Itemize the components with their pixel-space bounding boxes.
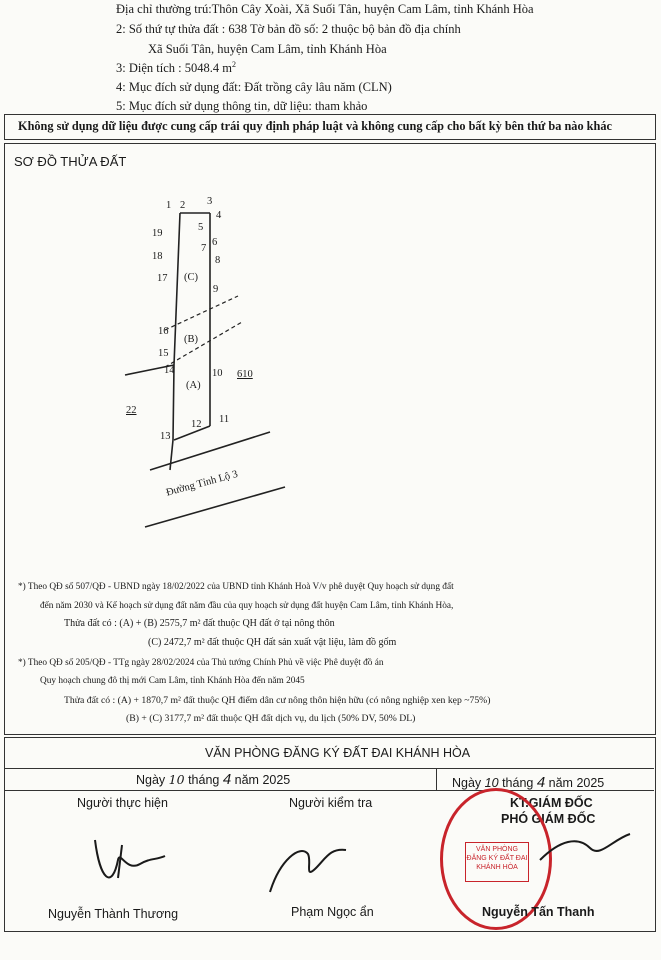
handwritten-signatures bbox=[0, 800, 661, 910]
role-performer: Người thực hiện bbox=[77, 796, 168, 810]
zone-c-label: (C) bbox=[184, 272, 198, 283]
point-label: 13 bbox=[160, 431, 171, 442]
point-label: 5 bbox=[198, 222, 204, 233]
point-label: 15 bbox=[158, 348, 169, 359]
role-checker: Người kiểm tra bbox=[289, 796, 373, 810]
checker-name: Phạm Ngọc ẩn bbox=[291, 905, 374, 919]
point-label: 6 bbox=[212, 237, 218, 248]
role-director: KT.GIÁM ĐỐC bbox=[510, 796, 593, 810]
commune-line: Xã Suối Tân, huyện Cam Lâm, tỉnh Khánh Hòa bbox=[148, 42, 387, 56]
point-label: 14 bbox=[164, 365, 175, 376]
point-label: 9 bbox=[213, 284, 219, 295]
divider bbox=[4, 768, 654, 769]
point-label: 1 bbox=[166, 200, 172, 211]
date-right: Ngày 10 tháng 4 năm 2025 bbox=[452, 774, 605, 791]
performer-name: Nguyễn Thành Thương bbox=[48, 907, 179, 921]
area-line: 3: Diện tích : 5048.4 $m^2$ bbox=[116, 60, 236, 76]
zone-b-label: (B) bbox=[184, 334, 198, 345]
office-name: VĂN PHÒNG ĐĂNG KÝ ĐẤT ĐAI KHÁNH HÒA bbox=[205, 746, 471, 760]
note1-line2: đến năm 2030 và Kế hoạch sử dụng đất năm đầu của quy hoạch sử dụng đất huyện Cam Lâm, tỉnh Khánh Hòa, bbox=[40, 601, 454, 611]
point-label: 10 bbox=[212, 368, 223, 379]
note2-line1: *) Theo QĐ số 205/QĐ - TTg ngày 28/02/2024 của Thủ tướng Chính Phủ về việc Phê duyệt đồ án bbox=[18, 658, 384, 668]
divider bbox=[436, 768, 437, 790]
note1-line3: Thửa đất có : (A) + (B) 2575,7 m² đất thuộc QH đất ở tại nông thôn bbox=[64, 618, 335, 629]
point-label: 16 bbox=[158, 326, 169, 337]
point-label: 4 bbox=[216, 210, 222, 221]
point-label: 18 bbox=[152, 251, 163, 262]
note1-line4: (C) 2472,7 m² đất thuộc QH đất sản xuất vật liệu, làm đồ gốm bbox=[148, 637, 397, 648]
point-label: 12 bbox=[191, 419, 202, 430]
point-label: 11 bbox=[219, 414, 230, 425]
note2-line3: Thửa đất có : (A) + 1870,7 m² đất thuộc QH điểm dân cư nông thôn hiện hữu (có nông nghiệp xen kẹp ~75%) bbox=[64, 695, 491, 706]
date-left: Ngày 10 tháng 4 năm 2025 bbox=[136, 771, 291, 788]
role-deputy-director: PHÓ GIÁM ĐỐC bbox=[501, 812, 596, 826]
parcel-610-label: 610 bbox=[237, 369, 253, 380]
note1-line1: *) Theo QĐ số 507/QĐ - UBND ngày 18/02/2022 của UBND tỉnh Khánh Hoà V/v phê duyệt Quy hoạch sử dụng đất bbox=[18, 582, 454, 592]
land-use-line: 4: Mục đích sử dụng đất: Đất trồng cây lâu năm (CLN) bbox=[116, 80, 392, 94]
point-label: 8 bbox=[215, 255, 221, 266]
stamp-text: VĂN PHÒNG ĐĂNG KÝ ĐẤT ĐAI KHÁNH HÒA bbox=[465, 842, 529, 882]
road-label: Đường Tỉnh Lộ 3 bbox=[165, 468, 240, 499]
point-label: 19 bbox=[152, 228, 163, 239]
info-purpose-line: 5: Mục đích sử dụng thông tin, dữ liệu: tham khảo bbox=[116, 99, 368, 113]
parcel-number-line: 2: Số thứ tự thửa đất : 638 Tờ bản đồ số: 2 thuộc bộ bản đồ địa chính bbox=[116, 22, 461, 36]
point-label: 3 bbox=[207, 196, 213, 207]
note2-line2: Quy hoạch chung đô thị mới Cam Lâm, tỉnh Khánh Hòa đến năm 2045 bbox=[40, 676, 305, 686]
director-name: Nguyễn Tấn Thanh bbox=[482, 905, 595, 919]
point-label: 2 bbox=[180, 200, 186, 211]
parcel-22-label: 22 bbox=[126, 405, 137, 416]
disclaimer-text: Không sử dụng dữ liệu được cung cấp trái quy định pháp luật và không cung cấp cho bất kỳ bên thứ ba nào khác bbox=[18, 119, 612, 133]
point-label: 17 bbox=[157, 273, 168, 284]
diagram-title: SƠ ĐỒ THỬA ĐẤT bbox=[14, 154, 127, 169]
note2-line4: (B) + (C) 3177,7 m² đất thuộc QH đất dịch vụ, du lịch (50% DV, 50% DL) bbox=[126, 713, 416, 724]
address-line: Địa chỉ thường trú:Thôn Cây Xoài, Xã Suối Tân, huyện Cam Lâm, tỉnh Khánh Hòa bbox=[116, 2, 534, 16]
zone-a-label: (A) bbox=[186, 380, 201, 391]
point-label: 7 bbox=[201, 243, 207, 254]
